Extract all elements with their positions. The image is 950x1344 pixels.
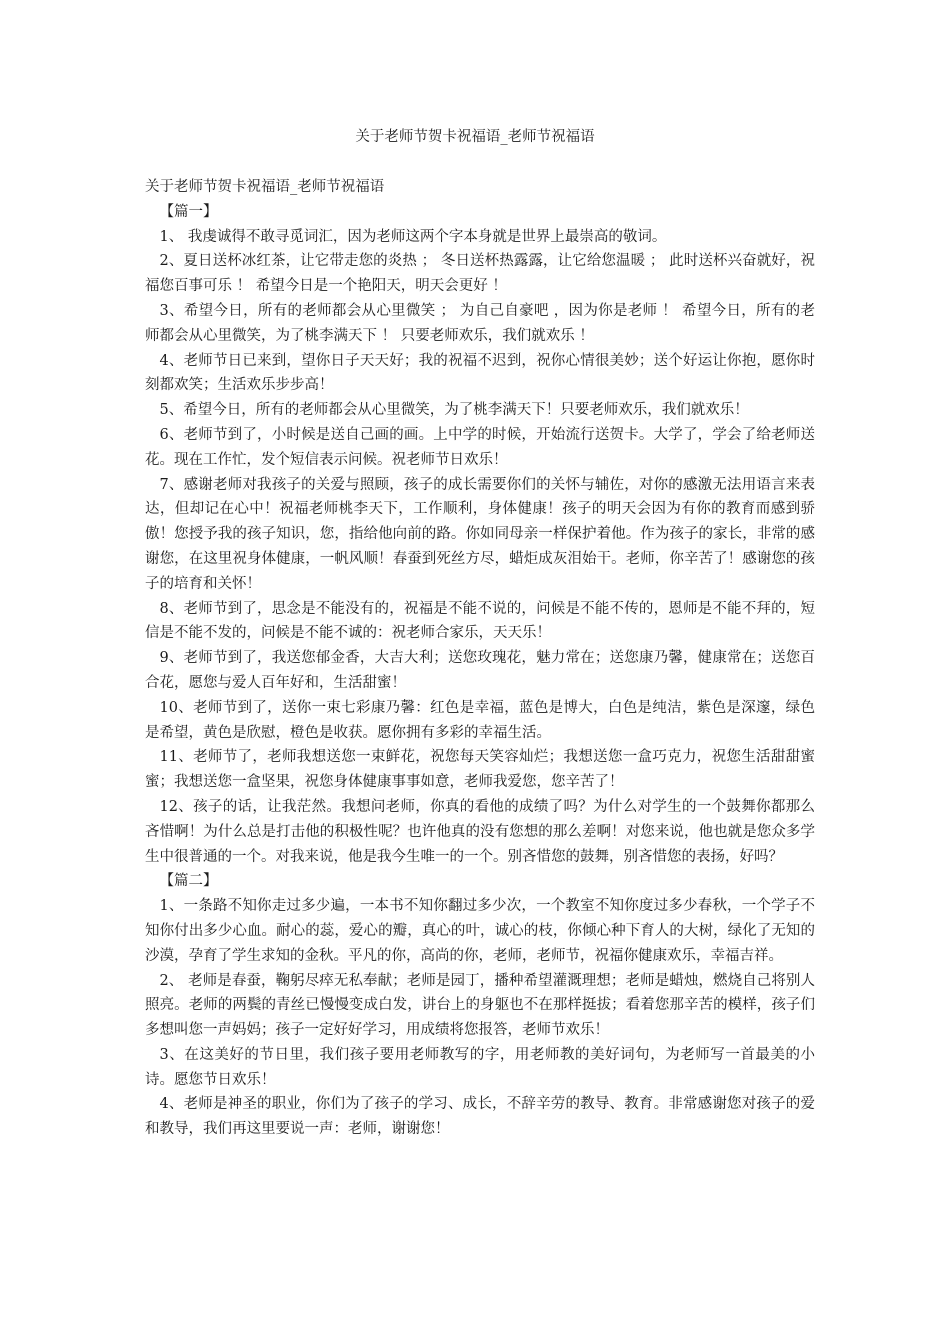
paragraph: 6、老师节到了，小时候是送自己画的画。上中学的时候，开始流行送贺卡。大学了，学会了给老师送花。现在工作忙，发个短信表示问候。祝老师节日欢乐！ <box>145 426 815 468</box>
paragraph: 1、一条路不知你走过多少遍，一本书不知你翻过多少次，一个教室不知你度过多少春秋，一个学子不知你付出多少心血。耐心的蕊，爱心的瓣，真心的叶，诚心的枝，你倾心种下育人的大树，绿化了无知的沙漠，孕育了学生求知的金秋。平凡的你，高尚的你，老师，老师节，祝福你健康欢乐，幸福吉祥。 <box>145 898 815 964</box>
paragraph: 5、希望今日，所有的老师都会从心里微笑，为了桃李满天下！只要老师欢乐，我们就欢乐！ <box>159 402 749 419</box>
paragraph: 11、老师节了，老师我想送您一束鲜花，祝您每天笑容灿烂；我想送您一盒巧克力，祝您生活甜甜蜜蜜；我想送您一盒坚果，祝您身体健康事事如意，老师我爱您，您辛苦了！ <box>145 749 815 791</box>
paragraph: 4、老师是神圣的职业，你们为了孩子的学习、成长，不辞辛劳的教导、教育。非常感谢您对孩子的爱和教导，我们再这里要说一声：老师，谢谢您！ <box>145 1096 815 1138</box>
paragraph: 3、希望今日，所有的老师都会从心里微笑 ； 为自己自豪吧 ，因为你是老师 ！ 希望今日，所有的老师都会从心里微笑，为了桃李满天下 ！ 只要老师欢乐，我们就欢乐 ！ <box>145 302 815 344</box>
document-subtitle: 关于老师节贺卡祝福语_老师节祝福语 <box>145 179 385 195</box>
document-title: 关于老师节贺卡祝福语_老师节祝福语 <box>355 129 595 145</box>
paragraph: 7、感谢老师对我孩子的关爱与照顾，孩子的成长需要你们的关怀与辅佐，对你的感激无法用语言来表达，但却记在心中！祝福老师桃李天下，工作顺利，身体健康！孩子的明天会因为有你的教育而感到骄傲！您授予我的孩子知识，您，指给他向前的路。你如同母亲一样保护着他。作为孩子的家长，非常的感谢您，在这里祝身体健康，一帆风顺！春蚕到死丝方尽，蜡炬成灰泪始干。老师，你辛苦了！感谢您的孩子的培育和关怀！ <box>145 476 815 592</box>
paragraph: 3、在这美好的节日里，我们孩子要用老师教写的字，用老师教的美好词句，为老师写一首最美的小诗。愿您节日欢乐！ <box>145 1046 815 1088</box>
paragraph: 9、老师节到了，我送您郁金香，大吉大利；送您玫瑰花，魅力常在；送您康乃馨，健康常在；送您百合花，愿您与爱人百年好和，生活甜蜜！ <box>145 650 815 691</box>
paragraph: 2、 老师是春蚕，鞠躬尽瘁无私奉献；老师是园丁，播种希望灌溉理想；老师是蜡烛，燃烧自己将别人照亮。老师的两鬓的青丝已慢慢变成白发，讲台上的身躯也不在那样挺拔；看着您那辛苦的模样，孩子们多想叫您一声妈妈；孩子一定好好学习，用成绩将您报答，老师节欢乐！ <box>145 972 815 1039</box>
section-heading-1: 【篇一】 <box>159 203 218 220</box>
paragraph: 8、老师节到了，思念是不能没有的，祝福是不能不说的，问候是不能不传的，恩师是不能不拜的，短信是不能不发的，问候是不能不诚的：祝老师合家乐，天天乐！ <box>145 600 815 642</box>
paragraph: 1、 我虔诚得不敢寻觅词汇，因为老师这两个字本身就是世界上最崇高的敬词。 <box>159 228 667 245</box>
section-heading-2: 【篇二】 <box>159 873 218 890</box>
paragraph: 4、老师节日已来到，望你日子天天好；我的祝福不迟到，祝你心情很美妙；送个好运让你抱，愿你时刻都欢笑；生活欢乐步步高！ <box>145 352 815 394</box>
document-body <box>145 175 815 1142</box>
paragraph: 10、老师节到了，送你一束七彩康乃馨：红色是幸福，蓝色是博大，白色是纯洁，紫色是深邃，绿色是希望，黄色是欣慰，橙色是收获。愿你拥有多彩的幸福生活。 <box>145 699 815 741</box>
paragraph: 12、孩子的话，让我茫然。我想问老师，你真的看他的成绩了吗？为什么对学生的一个鼓舞你都那么吝惜啊！为什么总是打击他的积极性呢？也许他真的没有您想的那么差啊！对您来说，他也就是您众多学生中很普通的一个。对我来说，他是我今生唯一的一个。别吝惜您的鼓舞，别吝惜您的表扬，好吗？ <box>145 798 815 865</box>
paragraph: 2、夏日送杯冰红茶，让它带走您的炎热 ； 冬日送杯热露露，让它给您温暖 ； 此时送杯兴奋就好，祝福您百事可乐 ！ 希望今日是一个艳阳天，明天会更好 ！ <box>145 253 815 295</box>
